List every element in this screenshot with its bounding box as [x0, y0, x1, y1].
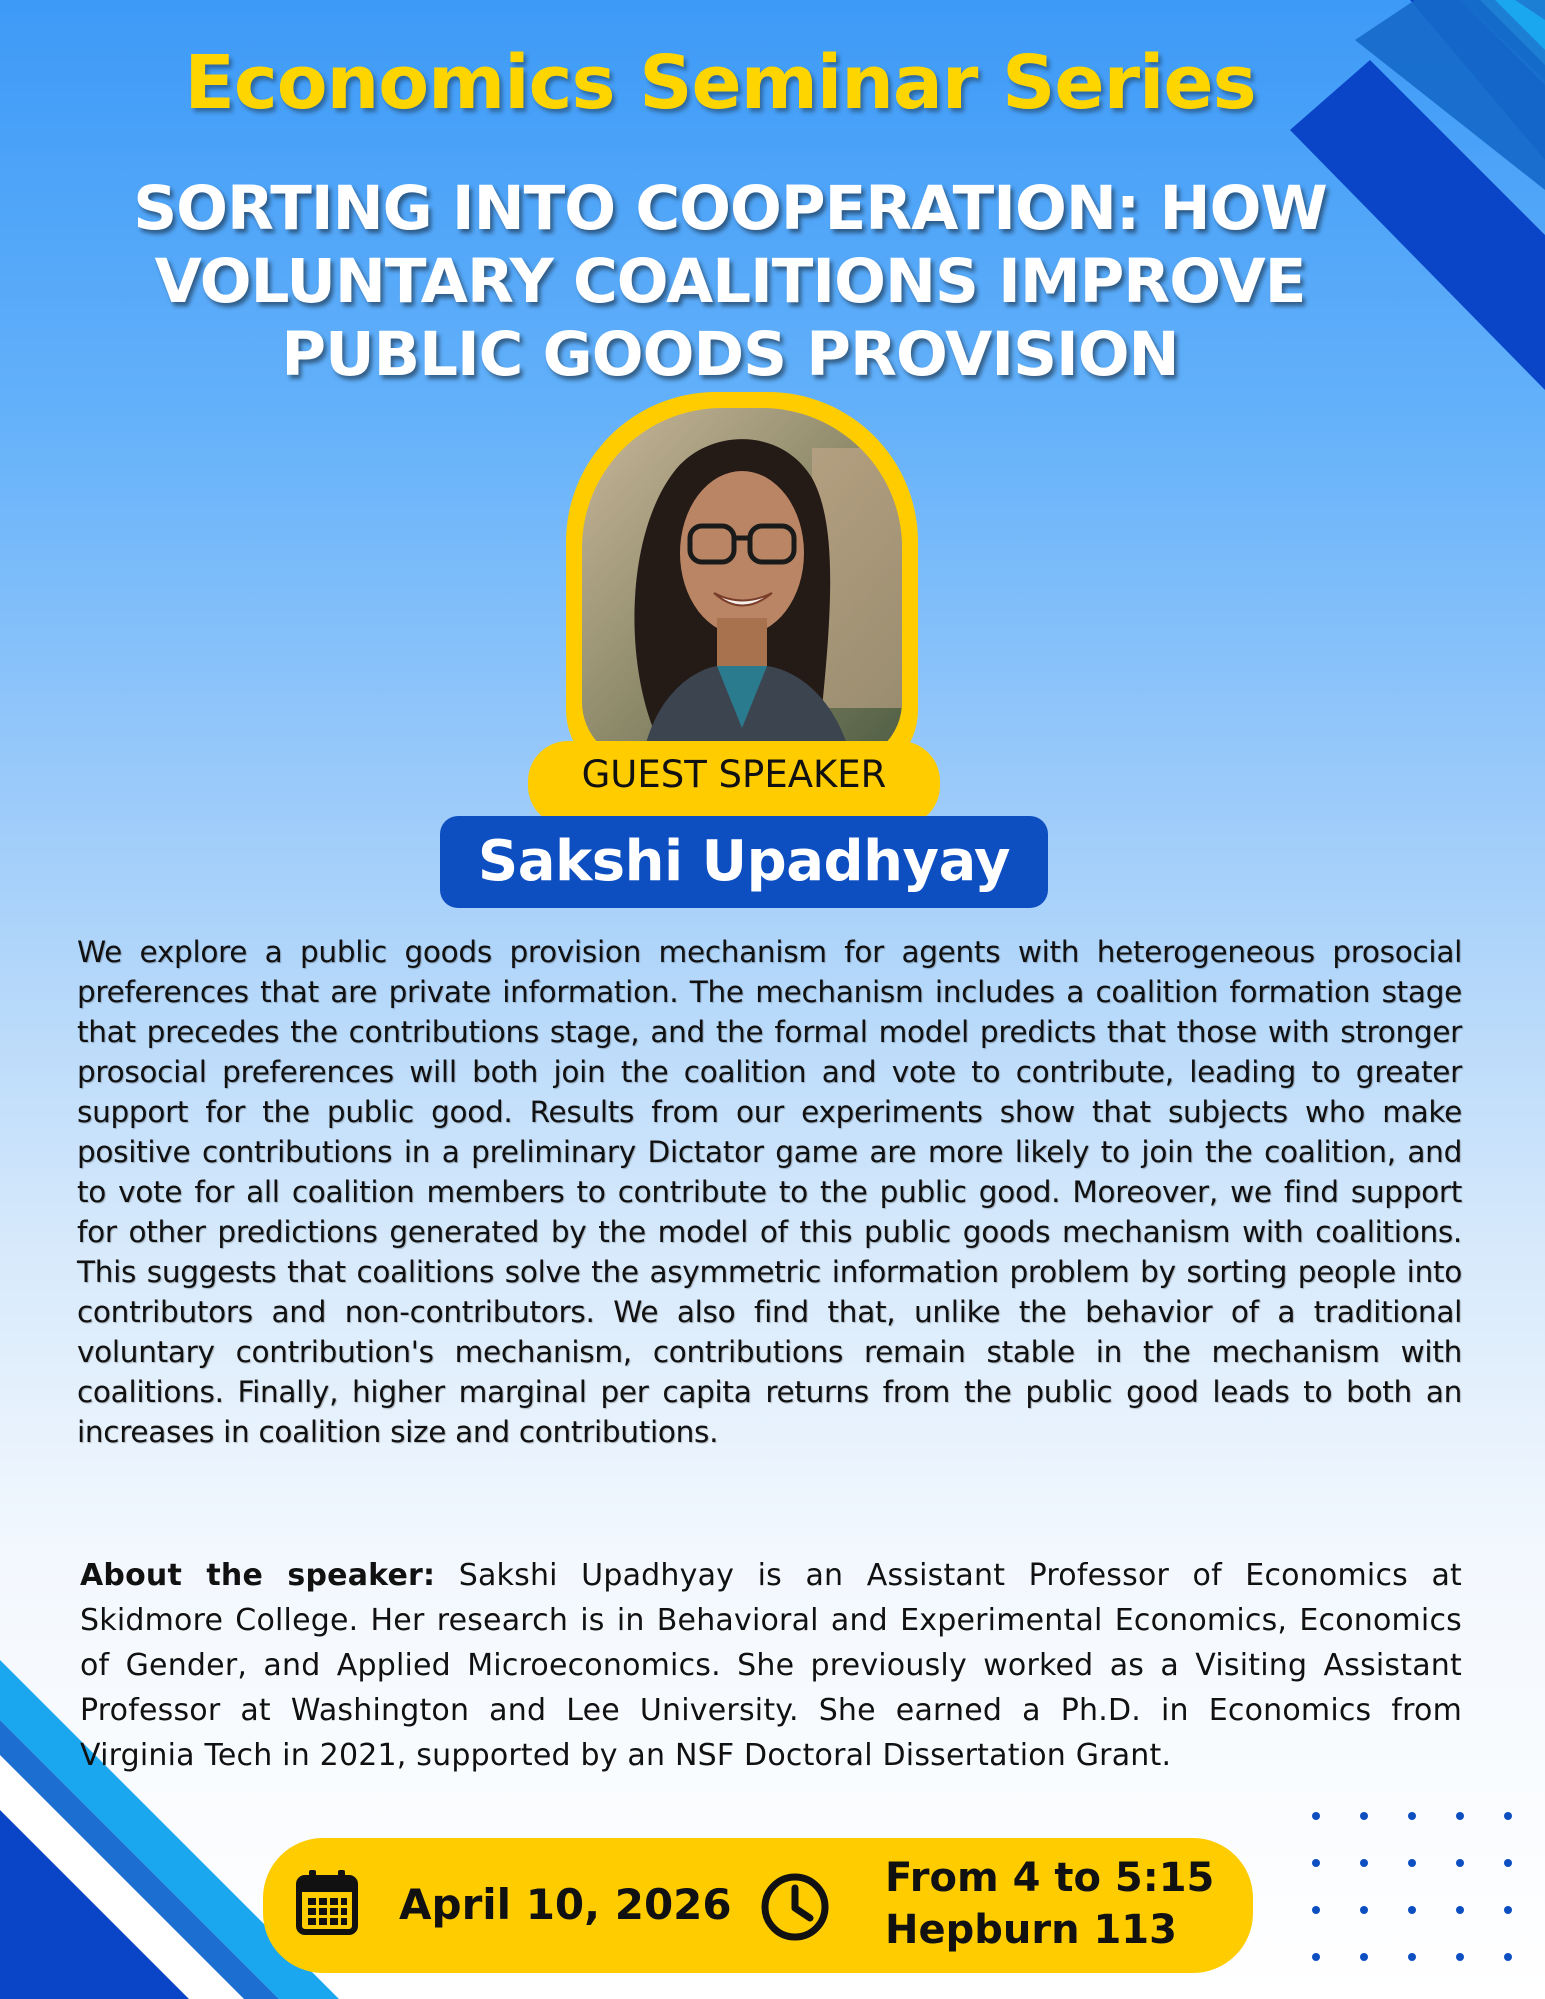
talk-abstract: We explore a public goods provision mechanism for agents with heterogeneous prosocial preferences that are private information. The mechanism includes a coalition formation stage that precedes the contributions stage, and the formal model predicts that those with stronger prosocial preferences will both join the coalition and vote to contribute, leading to greater support for the public good. Results from our experiments show that subjects who make positive contributions in a preliminary Dictator game are more likely to join the coalition, and to vote for all coalition members to contribute to the public good. Moreover, we find support for other predictions generated by the model of this public goods mechanism with coalitions. This suggests that coalitions solve the asymmetric information problem by sorting people into contributors and non-contributors. We also find that, unlike the behavior of a traditional voluntary contribution's mechanism, contributions remain stable in the mechanism with coalitions. Finally, higher marginal per capita returns from the public good leads to both an increases in coalition size and contributions. [77, 935, 1462, 1449]
event-details-bar [263, 1838, 1253, 1973]
talk-title: SORTING INTO COOPERATION: HOW VOLUNTARY COALITIONS IMPROVE PUBLIC GOODS PROVISION [133, 173, 1327, 390]
clock-icon [760, 1872, 830, 1946]
speaker-photo [582, 408, 902, 762]
about-speaker-text: Sakshi Upadhyay is an Assistant Professor of Economics at Skidmore College. Her research is in Behavioral and Experimental Economics, Economics of Gender, and Applied Microeconomics. She previously worked as a Visiting Assistant Professor at Washington and Lee University. She earned a Ph.D. in Economics from Virginia Tech in 2021, supported by an NSF Doctoral Dissertation Grant. [80, 1558, 1462, 1773]
guest-speaker-badge: GUEST SPEAKER [528, 741, 940, 826]
calendar-icon [295, 1868, 359, 1940]
about-speaker-label: About the speaker: [80, 1558, 436, 1593]
event-time: From 4 to 5:15 [885, 1855, 1215, 1901]
event-date: April 10, 2026 [399, 1880, 732, 1929]
speaker-name: Sakshi Upadhyay [440, 816, 1048, 908]
event-time-location [885, 1852, 1214, 1956]
series-title: Economics Seminar Series [184, 40, 1256, 126]
about-speaker [80, 1553, 1462, 1778]
decorative-dot-grid [1306, 1811, 1526, 1975]
event-location: Hepburn 113 [885, 1907, 1177, 1953]
speaker-photo-frame [566, 392, 918, 780]
